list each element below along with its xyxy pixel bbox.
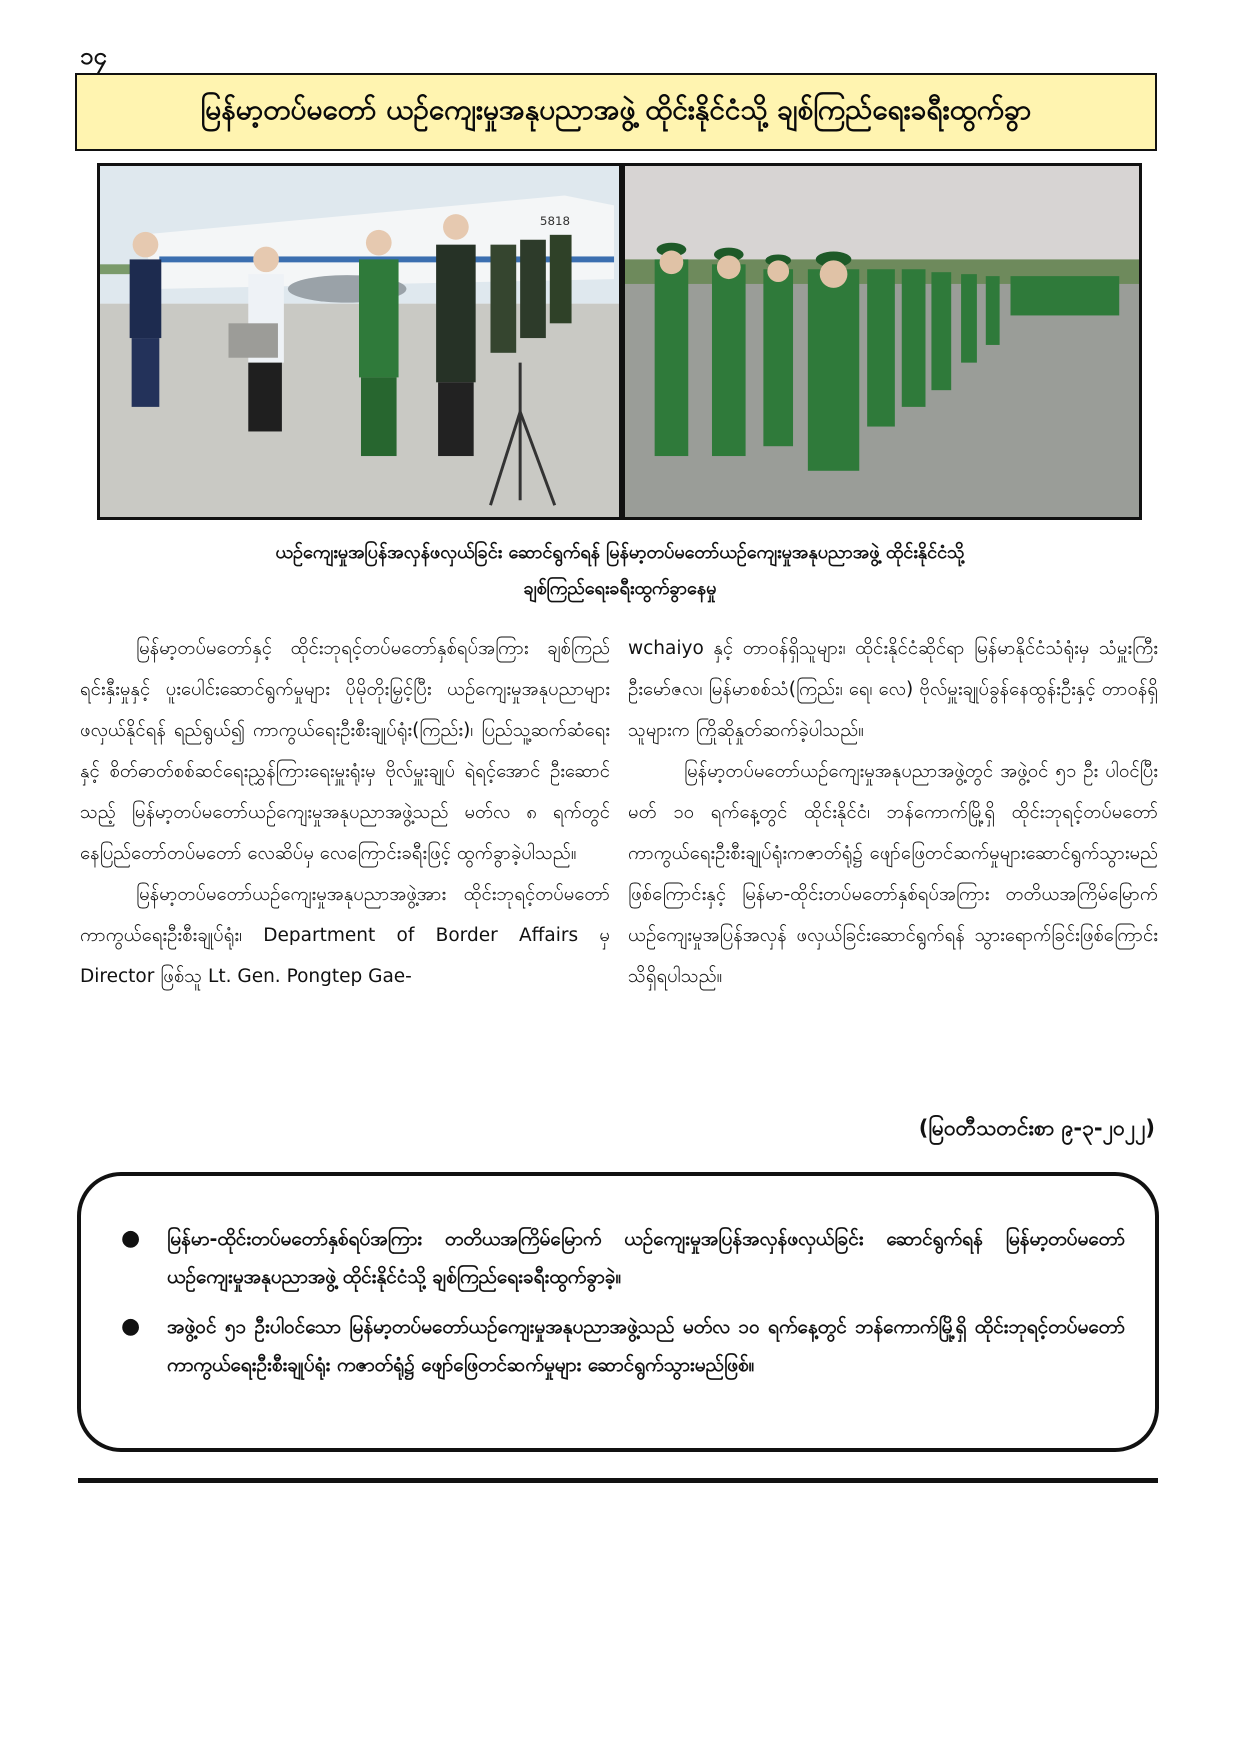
photo-caption-line-1: ယဉ်ကျေးမှုအပြန်အလှန်ဖလှယ်ခြင်း ဆောင်ရွက်ရန် မြန်မာ့တပ်မတော်ယဉ်ကျေးမှုအနုပညာအဖွဲ့ ထိုင်းနိုင်ငံသို့ [275,542,965,563]
summary-item-text: မြန်မာ-ထိုင်းတပ်မတော်နှစ်ရပ်အကြား တတိယအကြိမ်မြောက် ယဉ်ကျေးမှုအပြန်အလှန်ဖလှယ်ခြင်း ဆောင်ရွက်ရန် မြန်မာ့တပ်မတော်ယဉ်ကျေးမှုအနုပညာအဖွဲ့ ထိုင်းနိုင်ငံသို့ ချစ်ကြည်ရေးခရီးထွက်ခွာခဲ့။ [167,1228,1125,1288]
summary-item [121,1308,1125,1384]
photo-airport-temperature-check [97,163,622,520]
photo-caption [120,535,1120,607]
bullet-icon: ● [121,1314,141,1339]
article-column-left [80,628,610,997]
summary-item-text: အဖွဲ့ဝင် ၅၁ ဦးပါဝင်သော မြန်မာ့တပ်မတော်ယဉ်ကျေးမှုအနုပညာအဖွဲ့သည် မတ်လ ၁၀ ရက်နေ့တွင် ဘန်ကောက်မြို့ရှိ ထိုင်းဘုရင့်တပ်မတော်ကာကွယ်ရေးဦးစီးချုပ်ရုံး ကဇာတ်ရုံ၌ ဖျော်ဖြေတင်ဆက်မှုများ ဆောင်ရွက်သွားမည်ဖြစ်။ [167,1316,1125,1376]
plane-marking: 5818 [539,214,571,228]
bottom-divider [78,1478,1158,1483]
news-source-credit: (မြဝတီသတင်းစာ ၉-၃-၂၀၂၂) [918,1116,1155,1140]
page-title-banner [75,73,1157,151]
article-paragraph: မြန်မာ့တပ်မတော်ယဉ်ကျေးမှုအနုပညာအဖွဲ့တွင် အဖွဲ့ဝင် ၅၁ ဦး ပါဝင်ပြီး မတ် ၁၀ ရက်နေ့တွင် ထိုင်းနိုင်ငံ၊ ဘန်ကောက်မြို့ရှိ ထိုင်းဘုရင့်တပ်မတော်ကာကွယ်ရေးဦးစီးချုပ်ရုံးကဇာတ်ရုံ၌ ဖျော်ဖြေတင်ဆက်မှုများဆောင်ရွက်သွားမည်ဖြစ်ကြောင်းနှင့် မြန်မာ-ထိုင်းတပ်မတော်နှစ်ရပ်အကြား တတိယအကြိမ်မြောက် ယဉ်ကျေးမှုအပြန်အလှန် ဖလှယ်ခြင်းဆောင်ရွက်ရန် သွားရောက်ခြင်းဖြစ်ကြောင်း သိရှိရပါသည်။ [628,761,1158,987]
article-paragraph: မြန်မာ့တပ်မတော်နှင့် ထိုင်းဘုရင့်တပ်မတော်နှစ်ရပ်အကြား ချစ်ကြည်ရင်းနှီးမှုနှင့် ပူးပေါင်းဆောင်ရွက်မှုများ ပိုမိုတိုးမြှင့်ပြီး ယဉ်ကျေးမှုအနုပညာများ ဖလှယ်နိုင်ရန် ရည်ရွယ်၍ ကာကွယ်ရေးဦးစီးချုပ်ရုံး(ကြည်း)၊ ပြည်သူ့ဆက်ဆံရေးနှင့် စိတ်ဓာတ်စစ်ဆင်ရေးညွှန်ကြားရေးမှူးရုံးမှ ဗိုလ်မှူးချုပ် ရဲရင့်အောင် ဦးဆောင်သည့် မြန်မာ့တပ်မတော်ယဉ်ကျေးမှုအနုပညာအဖွဲ့သည် မတ်လ ၈ ရက်တွင် နေပြည်တော်တပ်မတော် လေဆိပ်မှ လေကြောင်းခရီးဖြင့် ထွက်ခွာခဲ့ပါသည်။ [80,638,610,864]
photo-caption-line-2: ချစ်ကြည်ရေးခရီးထွက်ခွာနေမှု [523,578,717,599]
bullet-icon: ● [121,1226,141,1251]
article-column-right [628,628,1158,997]
article-paragraph: wchaiyo နှင့် တာဝန်ရှိသူများ၊ ထိုင်းနိုင်ငံဆိုင်ရာ မြန်မာနိုင်ငံသံရုံးမှ သံမှူးကြီး ဦးမော်ဇလ၊ မြန်မာစစ်သံ(ကြည်း၊ ရေ၊ လေ) ဗိုလ်မှူးချုပ်ခွန်နေထွန်းဦးနှင့် တာဝန်ရှိသူများက ကြိုဆိုနှုတ်ဆက်ခဲ့ပါသည်။ [628,638,1158,741]
photo-soldiers-lineup-image [625,166,1139,517]
summary-box [77,1172,1159,1452]
page-number: ၁၄ [80,42,107,70]
summary-item [121,1220,1125,1296]
article-paragraph: မြန်မာ့တပ်မတော်ယဉ်ကျေးမှုအနုပညာအဖွဲ့အား ထိုင်းဘုရင့်တပ်မတော်ကာကွယ်ရေးဦးစီးချုပ်ရုံး၊ Department of Border Affairs မှ Director ဖြစ်သူ Lt. Gen. Pongtep Gae- [80,884,610,987]
photo-soldiers-lineup [622,163,1142,520]
page-title: မြန်မာ့တပ်မတော် ယဉ်ကျေးမှုအနုပညာအဖွဲ့ ထိုင်းနိုင်ငံသို့ ချစ်ကြည်ရေးခရီးထွက်ခွာ [200,93,1032,126]
photo-airport-temperature-check-image [100,166,619,517]
